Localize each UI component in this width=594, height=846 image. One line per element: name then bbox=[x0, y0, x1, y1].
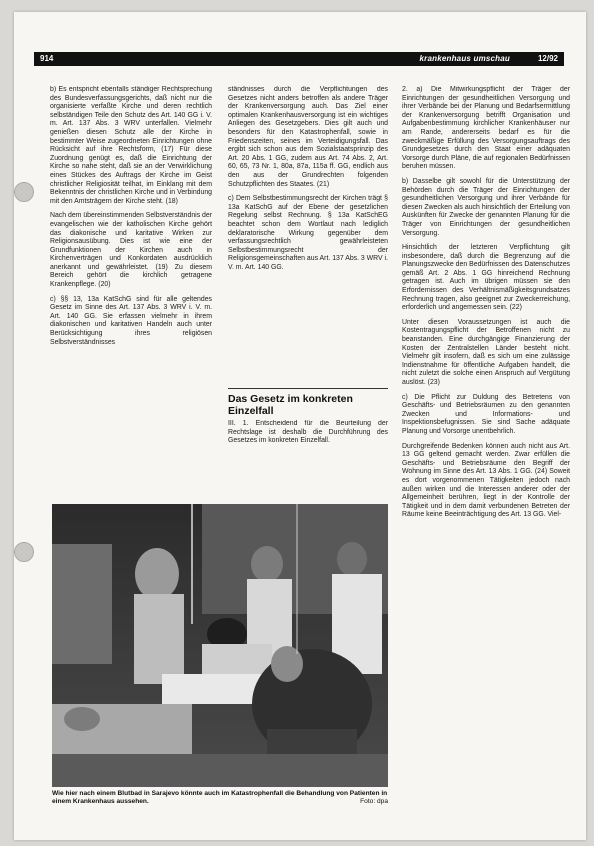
page-header-bar bbox=[34, 52, 564, 66]
text-column-3 bbox=[402, 86, 570, 846]
photo-caption bbox=[52, 790, 388, 807]
binder-hole bbox=[14, 542, 34, 562]
paragraph: Durchgreifende Bedenken können auch nicht aus Art. 13 GG geltend gemacht werden. Zwar erfüllen die Geschäfts- und Betriebsräume den Begriff der Wohnung im Sinne des Art. 13 Abs. 1 GG. (24) Soweit es dort vorgenommenen Tätigkeiten jedoch nach außen wirken und die Interessen anderer oder der Allgemeinheit berühren, liegt in der Kontrolle der Tätigkeit und in dem damit verbundenen Betreten der Räume keine Beeinträchtigung des Art. 13 GG. Viel- bbox=[402, 442, 570, 519]
photo-credit: Foto: dpa bbox=[360, 798, 388, 806]
paragraph: b) Es entspricht ebenfalls ständiger Rechtsprechung des Bundesverfassungsgerichts, daß nicht nur die organisierte verfaßte Kirche und deren rechtlich selbständigen Teile den Schutz des Art. 140 GG i. V. m. Art. 137 Abs. 3 WRV unterfallen. Vielmehr genießen diesen Schutz alle der Kirche in bestimmter Weise zugeordneten Einrichtungen ohne Rücksicht auf ihre Rechtsform, (17) Für diese Zuordnung genügt es, daß die Einrichtung der Kirche so nahe steht, daß sie an der Verwirklichung eines Stückes des Auftrags der Kirche im Geist christlicher Religiosität teilhat, im Einklang mit dem Bekenntnis der christlichen Kirche und in Verbindung mit den Amtsträgern der Kirche steht. (18) bbox=[50, 86, 212, 205]
binder-hole bbox=[14, 182, 34, 202]
magazine-title: krankenhaus umschau bbox=[419, 54, 510, 63]
news-photo bbox=[52, 504, 388, 787]
paragraph: ständnisses durch die Verpflichtungen des Gesetzes nicht anders betroffen als andere Träger der Krankenversorgung auch. Das Ziel einer optimalen Krankenhausversorgung ist ein wichtiges Anliegen des Gesetzgebers. Dies gilt auch und besonders für den Katastrophenfall, sowie in Friedenszeiten, seines im Verteidigungsfall. Das ergibt sich schon aus dem Sozialstaatsprinzip des Art. 20 Abs. 1 GG, zudem aus Art. 74 Abs. 2, Art. 60, 65, 73 Nr. 1, 80a, 87a, 115a ff. GG, endlich aus den aus der Grundrechten folgenden Schutzpflichten des Staates. (21) bbox=[228, 86, 388, 188]
paragraph: Unter diesen Voraussetzungen ist auch die Kostentragungspflicht der Betroffenen nicht zu beanstanden. Eine durchgängige Finanzierung der Kosten der Zentralstellen Länder besteht nicht. Vielmehr gilt insofern, daß es sich um eine zulässige Indienstnahme für öffentliche Aufgaben handelt, die nicht zuletzt die solche einen Anspruch auf Vergütung auslöst. (23) bbox=[402, 318, 570, 386]
paragraph: Hinsichtlich der letzteren Verpflichtung gilt insbesondere, daß durch die Begrenzung auf die Planungszwecke den Bedürfnissen des Datenschutzes gemäß Art. 2 Abs. 1 GG hinreichend Rechnung getragen ist. Auch im übrigen müssen sie den Erfordernissen des Verhältnismäßigkeitsgrundsatzes Rechnung tragen, also geeignet zur Zweckerreichung, erforderlich und angemessen sein. (22) bbox=[402, 244, 570, 312]
caption-text: Wie hier nach einem Blutbad in Sarajevo könnte auch im Katastrophenfall die Behandlung von Patienten in einem Krankenhaus aussehen. bbox=[52, 790, 388, 806]
text-column-1 bbox=[50, 86, 212, 496]
issue-number: 12/92 bbox=[537, 54, 558, 63]
section-heading: Das Gesetz im konkreten Einzelfall bbox=[228, 388, 388, 417]
page-number: 914 bbox=[40, 54, 54, 63]
paragraph: Nach dem übereinstimmenden Selbstverständnis der evangelischen wie der katholischen Kirche gehört das diakonische und karitative Wirken zur Religionsausübung. Dies ist wie eine der Grundfunktionen der Kirchen auch in Kirchenverträgen und Konkordaten ausdrücklich anerkannt und gewährleistet. (19) Zu diesem Bereich gehört die kirchlich getragene Krankenpflege. (20) bbox=[50, 212, 212, 289]
paragraph: c) Die Pflicht zur Duldung des Betretens von Geschäfts- und Betriebsräumen zu den genannten Zwecken und Informations- und Inspektionsbefugnissen. Sie sind Sache adäquate Planung und Vorsorge unentbehrlich. bbox=[402, 393, 570, 435]
text-column-2 bbox=[228, 86, 388, 382]
text-column-2-lower: III. 1. Entscheidend für die Beurteilung der Rechtslage ist deshalb die Durchführung des Gesetzes im konkreten Einzelfall. bbox=[228, 420, 388, 445]
paragraph: c) §§ 13, 13a KatSchG sind für alle geltendes Gesetz im Sinne des Art. 137 Abs. 3 WRV i. V. m. Art. 140 GG. Sie erfassen vielmehr in ihrem diakonischen und karitativen Handeln auch unter Berücksichtigung ihres religiösen Selbstverständnisses bbox=[50, 295, 212, 346]
paragraph: c) Dem Selbstbestimmungsrecht der Kirchen trägt § 13a KatSchG auf der Ebene der gesetzlichen Regelung selbst Rechnung. § 13a KatSchEG beachtet schon dem Wortlaut nach lediglich deklaratorische Wirkung gegenüber dem verfassungsrechtlich gewährleisteten Selbstbestimmungsrecht der Religionsgemeinschaften aus Art. 137 Abs. 3 WRV i. V. m. Art. 140 GG. bbox=[228, 195, 388, 271]
paragraph: b) Dasselbe gilt sowohl für die Unterstützung der Behörden durch die Träger der Einrichtungen der gesundheitlichen Versorgung und ihrer Verbände für diesen Zwecken als auch hinsichtlich der Erteilung von Auskünften für Zwecke der genannten Planung für die Träger von Einrichtungen der gesundheitlichen Versorgung. bbox=[402, 177, 570, 237]
paragraph: 2. a) Die Mitwirkungspflicht der Träger der Einrichtungen der gesundheitlichen Versorgung und ihrer Verbände bei der Planung und Bedarfsermittlung der Krankenversorgung betrifft Organisation und Aufgabenbestimmung kirchlicher Krankenhäuser nur am Rande, andererseits bedarf es für die zweckmäßige Erfüllung des Versorgungsauftrags des Grundgesetzes durch den Staat einer adäquaten Vorsorge durch Pläne, die auf regionalen Bedürfnissen beruhen müssen. bbox=[402, 86, 570, 171]
photo-illustration bbox=[52, 504, 388, 787]
